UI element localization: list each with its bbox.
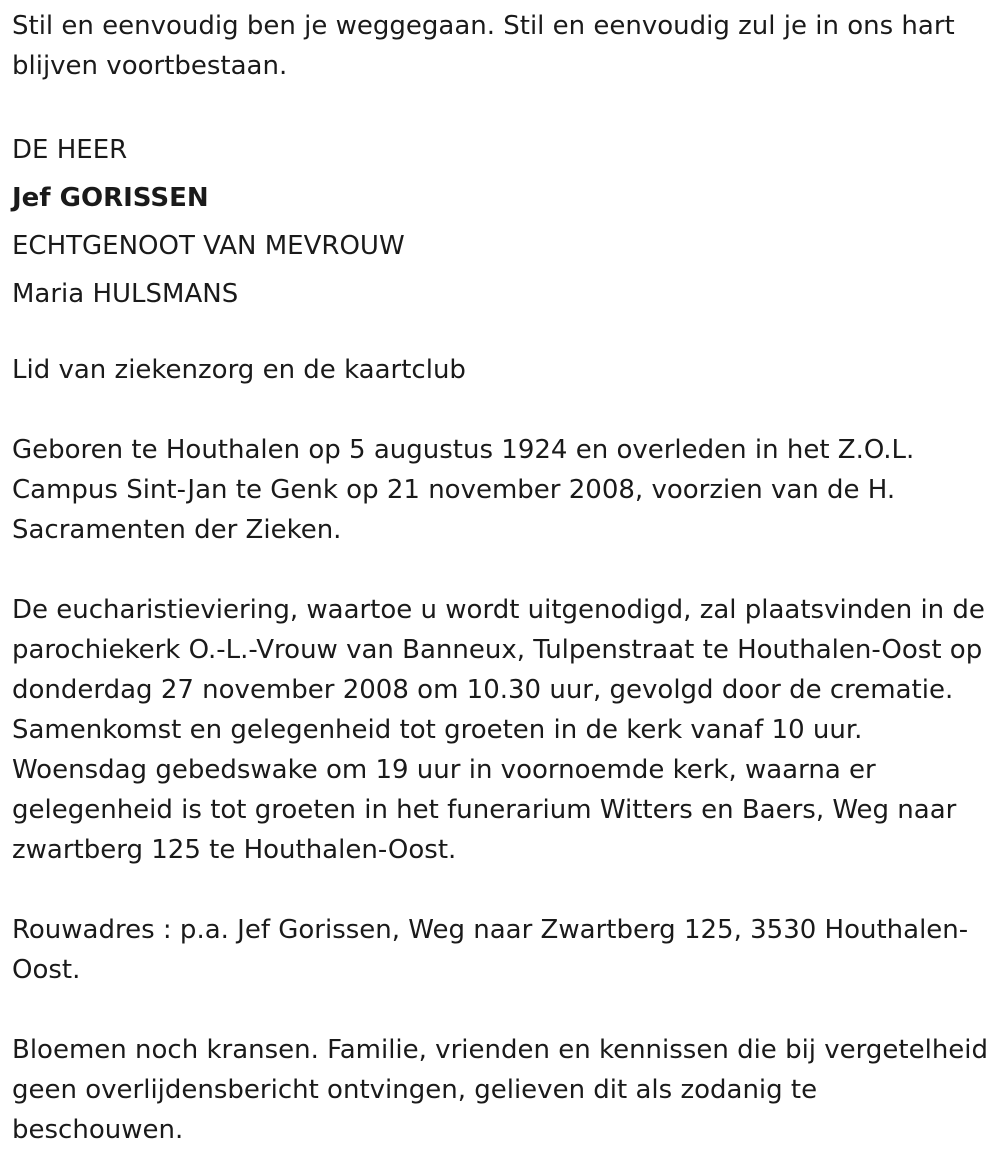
mourning-address-text: Rouwadres : p.a. Jef Gorissen, Weg naar Zwartberg 125, 3530 Houthalen-Oost.: [12, 915, 969, 985]
spacer: [12, 550, 992, 590]
ceremony-text: De eucharistieviering, waartoe u wordt uitgenodigd, zal plaatsvinden in de parochiekerk O.-L.-Vrouw van Banneux, Tulpenstraat te Houthalen-Oost op donderdag 27 november 2008 om 10.30 uur, gevolgd door de crematie. Samenkomst en gelegenheid tot groeten in de kerk vanaf 10 uur. Woensdag gebedswake om 19 uur in voornoemde kerk, waarna er gelegenheid is tot groeten in het funerarium Witters en Baers, Weg naar zwartberg 125 te Houthalen-Oost.: [12, 595, 985, 865]
deceased-name: Jef GORISSEN: [12, 183, 209, 213]
birth-death-text: Geboren te Houthalen op 5 augustus 1924 en overleden in het Z.O.L. Campus Sint-Jan te Genk op 21 november 2008, voorzien van de H. Sacramenten der Zieken.: [12, 435, 915, 545]
spacer: [12, 86, 992, 126]
flowers-note-text: Bloemen noch kransen. Familie, vrienden en kennissen die bij vergetelheid geen overlijdensbericht ontvingen, gelieven dit als zodanig te beschouwen.: [12, 1035, 989, 1145]
spouse-name: Maria HULSMANS: [12, 279, 239, 309]
membership-text: Lid van ziekenzorg en de kaartclub: [12, 355, 466, 385]
spacer: [12, 318, 992, 350]
title-prefix: DE HEER: [12, 135, 128, 165]
motto-text: Stil en eenvoudig ben je weggegaan. Stil en eenvoudig zul je in ons hart blijven voortbestaan.: [12, 11, 955, 81]
spacer: [12, 390, 992, 430]
spacer: [12, 870, 992, 910]
obituary-notice: [12, 6, 992, 1150]
relation-text: ECHTGENOOT VAN MEVROUW: [12, 231, 405, 261]
spacer: [12, 990, 992, 1030]
